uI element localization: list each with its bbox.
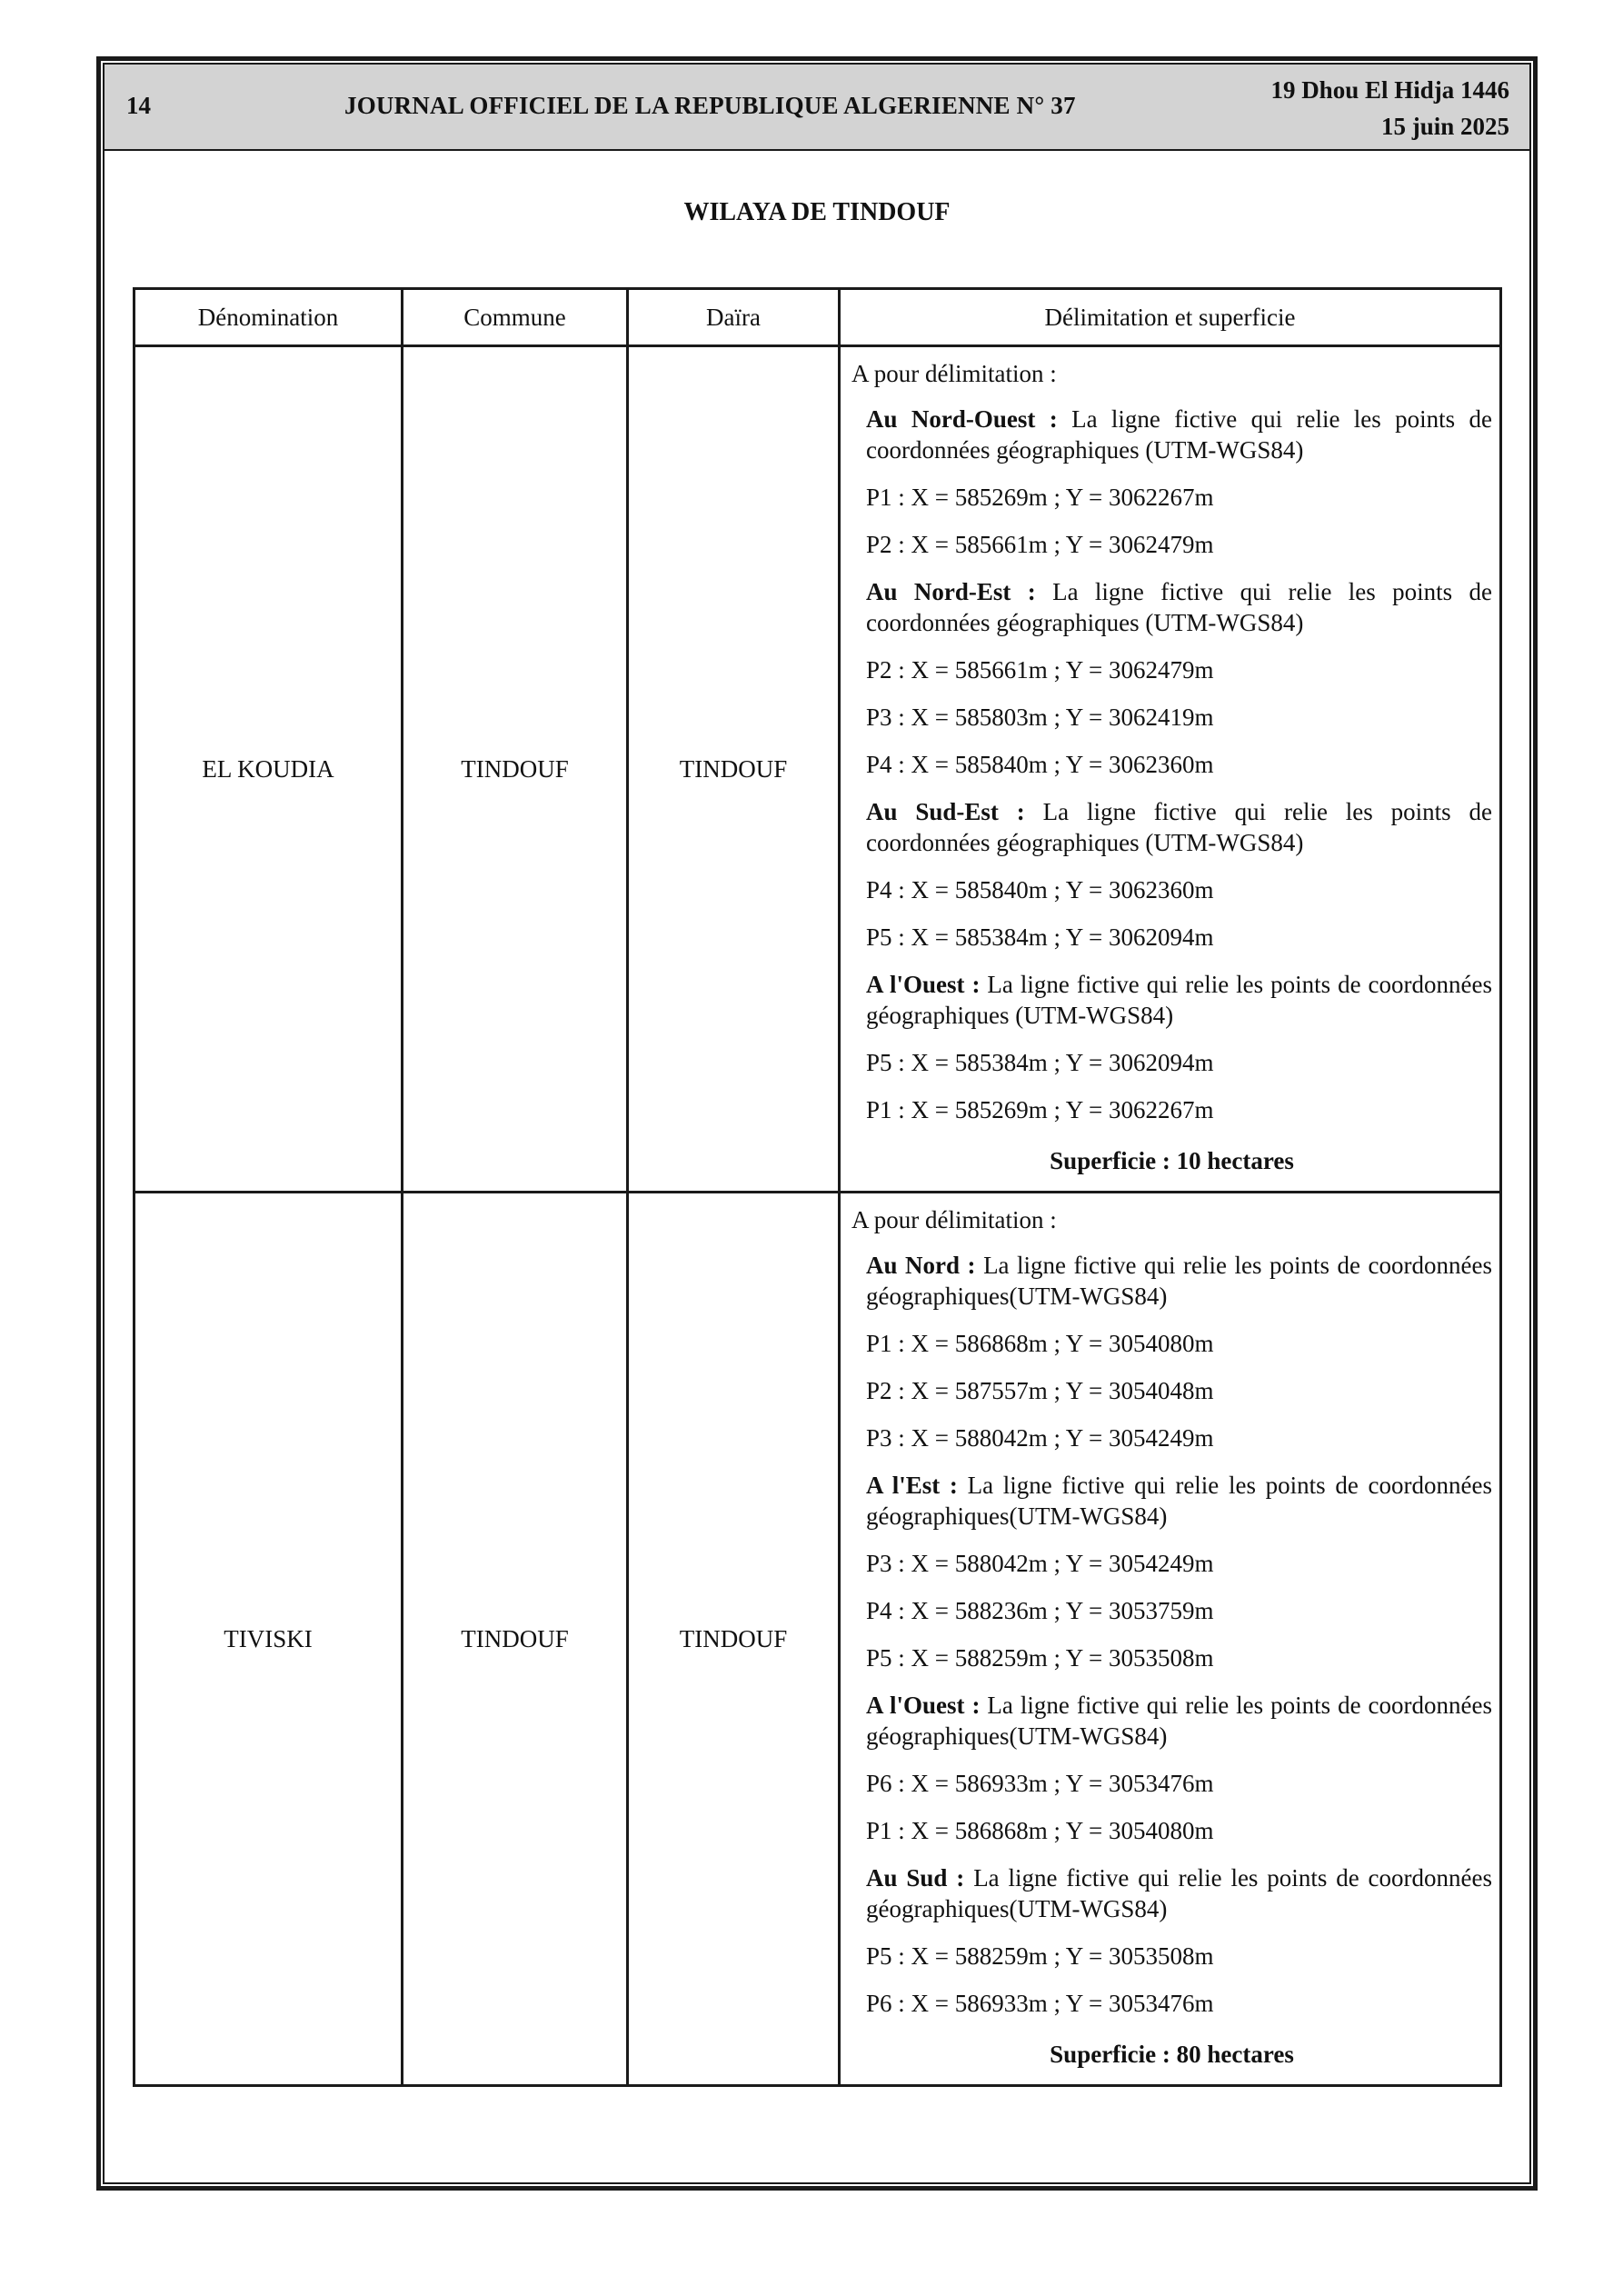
side-label: A l'Est : (866, 1472, 958, 1499)
coordinate-point: P5 : X = 585384m ; Y = 3062094m (866, 1049, 1214, 1076)
delimitation-sides (866, 404, 1492, 1125)
side-label: A l'Ouest : (866, 971, 981, 998)
cell-commune: TINDOUF (403, 346, 628, 1193)
side-label: Au Nord-Ouest : (866, 405, 1058, 433)
delimitation-table (133, 287, 1502, 2087)
coordinate-point: P5 : X = 588259m ; Y = 3053508m (866, 1942, 1214, 1970)
wilaya-title: WILAYA DE TINDOUF (683, 198, 951, 226)
cell-denomination: EL KOUDIA (134, 346, 403, 1193)
side-label: A l'Ouest : (866, 1692, 981, 1719)
cell-delimitation (840, 346, 1501, 1193)
table-row (134, 1193, 1501, 2086)
column-header-daira: Daïra (628, 289, 840, 346)
coordinate-point: P5 : X = 585384m ; Y = 3062094m (866, 923, 1214, 951)
coordinate-point: P2 : X = 585661m ; Y = 3062479m (866, 531, 1214, 558)
column-header-denomination: Dénomination (134, 289, 403, 346)
coordinate-point: P4 : X = 588236m ; Y = 3053759m (866, 1597, 1214, 1624)
cell-delimitation (840, 1193, 1501, 2086)
issue-date (1270, 72, 1509, 145)
page-number: 14 (126, 92, 151, 119)
cell-denomination: TIVISKI (134, 1193, 403, 2086)
delimitation-intro: A pour délimitation : (851, 1206, 1057, 1233)
delimitation-intro: A pour délimitation : (851, 360, 1057, 387)
side-text: La ligne fictive qui relie les points de coordonnées géographiques (UTM-WGS84) (866, 405, 1492, 464)
side-description (866, 576, 1492, 638)
delimitation-content (841, 347, 1499, 1191)
coordinate-point: P4 : X = 585840m ; Y = 3062360m (866, 751, 1214, 778)
side-text: La ligne fictive qui relie les points de coordonnées géographiques(UTM-WGS84) (866, 1472, 1493, 1530)
coordinate-point: P2 : X = 585661m ; Y = 3062479m (866, 656, 1214, 684)
coordinate-point: P5 : X = 588259m ; Y = 3053508m (866, 1644, 1214, 1672)
side-text: La ligne fictive qui relie les points de coordonnées géographiques(UTM-WGS84) (866, 1864, 1493, 1922)
coordinate-point: P6 : X = 586933m ; Y = 3053476m (866, 1770, 1214, 1797)
coordinate-point: P1 : X = 586868m ; Y = 3054080m (866, 1817, 1214, 1844)
coordinate-point: P1 : X = 585269m ; Y = 3062267m (866, 484, 1214, 511)
issue-date-hijri: 19 Dhou El Hidja 1446 (1270, 76, 1509, 104)
coordinate-point: P6 : X = 586933m ; Y = 3053476m (866, 1990, 1214, 2017)
coordinate-point: P4 : X = 585840m ; Y = 3062360m (866, 876, 1214, 903)
side-label: Au Nord : (866, 1252, 976, 1279)
side-text: La ligne fictive qui relie les points de coordonnées géographiques (UTM-WGS84) (866, 971, 1492, 1029)
coordinate-point: P3 : X = 588042m ; Y = 3054249m (866, 1550, 1214, 1577)
side-label: Au Nord-Est : (866, 578, 1036, 605)
coordinate-point: P3 : X = 585803m ; Y = 3062419m (866, 704, 1214, 731)
side-description (866, 1690, 1492, 1752)
coordinate-point: P1 : X = 586868m ; Y = 3054080m (866, 1330, 1214, 1357)
cell-daira: TINDOUF (628, 1193, 840, 2086)
column-header-delimitation: Délimitation et superficie (840, 289, 1501, 346)
journal-header (105, 65, 1529, 151)
side-text: La ligne fictive qui relie les points de coordonnées géographiques (UTM-WGS84) (866, 578, 1492, 636)
side-description (866, 969, 1492, 1031)
superficie: Superficie : 80 hectares (1050, 2041, 1294, 2068)
delimitation-sides (866, 1250, 1492, 2019)
coordinate-point: P3 : X = 588042m ; Y = 3054249m (866, 1424, 1214, 1452)
table-header-row (134, 289, 1501, 346)
side-description (866, 404, 1492, 465)
superficie: Superficie : 10 hectares (1050, 1147, 1294, 1174)
issue-date-gregorian: 15 juin 2025 (1380, 113, 1509, 140)
column-header-commune: Commune (403, 289, 628, 346)
side-description (866, 1250, 1492, 1312)
side-label: Au Sud : (866, 1864, 965, 1892)
delimitation-content (841, 1193, 1499, 2084)
coordinate-point: P1 : X = 585269m ; Y = 3062267m (866, 1096, 1214, 1123)
coordinate-point: P2 : X = 587557m ; Y = 3054048m (866, 1377, 1214, 1404)
side-description (866, 1470, 1492, 1532)
side-label: Au Sud-Est : (866, 798, 1025, 825)
table-row (134, 346, 1501, 1193)
side-text: La ligne fictive qui relie les points de coordonnées géographiques(UTM-WGS84) (866, 1252, 1493, 1310)
cell-commune: TINDOUF (403, 1193, 628, 2086)
side-text: La ligne fictive qui relie les points de coordonnées géographiques(UTM-WGS84) (866, 1692, 1492, 1750)
side-text: La ligne fictive qui relie les points de coordonnées géographiques (UTM-WGS84) (866, 798, 1492, 856)
side-description (866, 1862, 1492, 1924)
journal-title: JOURNAL OFFICIEL DE LA REPUBLIQUE ALGERIENNE N° 37 (344, 92, 1076, 119)
side-description (866, 796, 1492, 858)
cell-daira: TINDOUF (628, 346, 840, 1193)
